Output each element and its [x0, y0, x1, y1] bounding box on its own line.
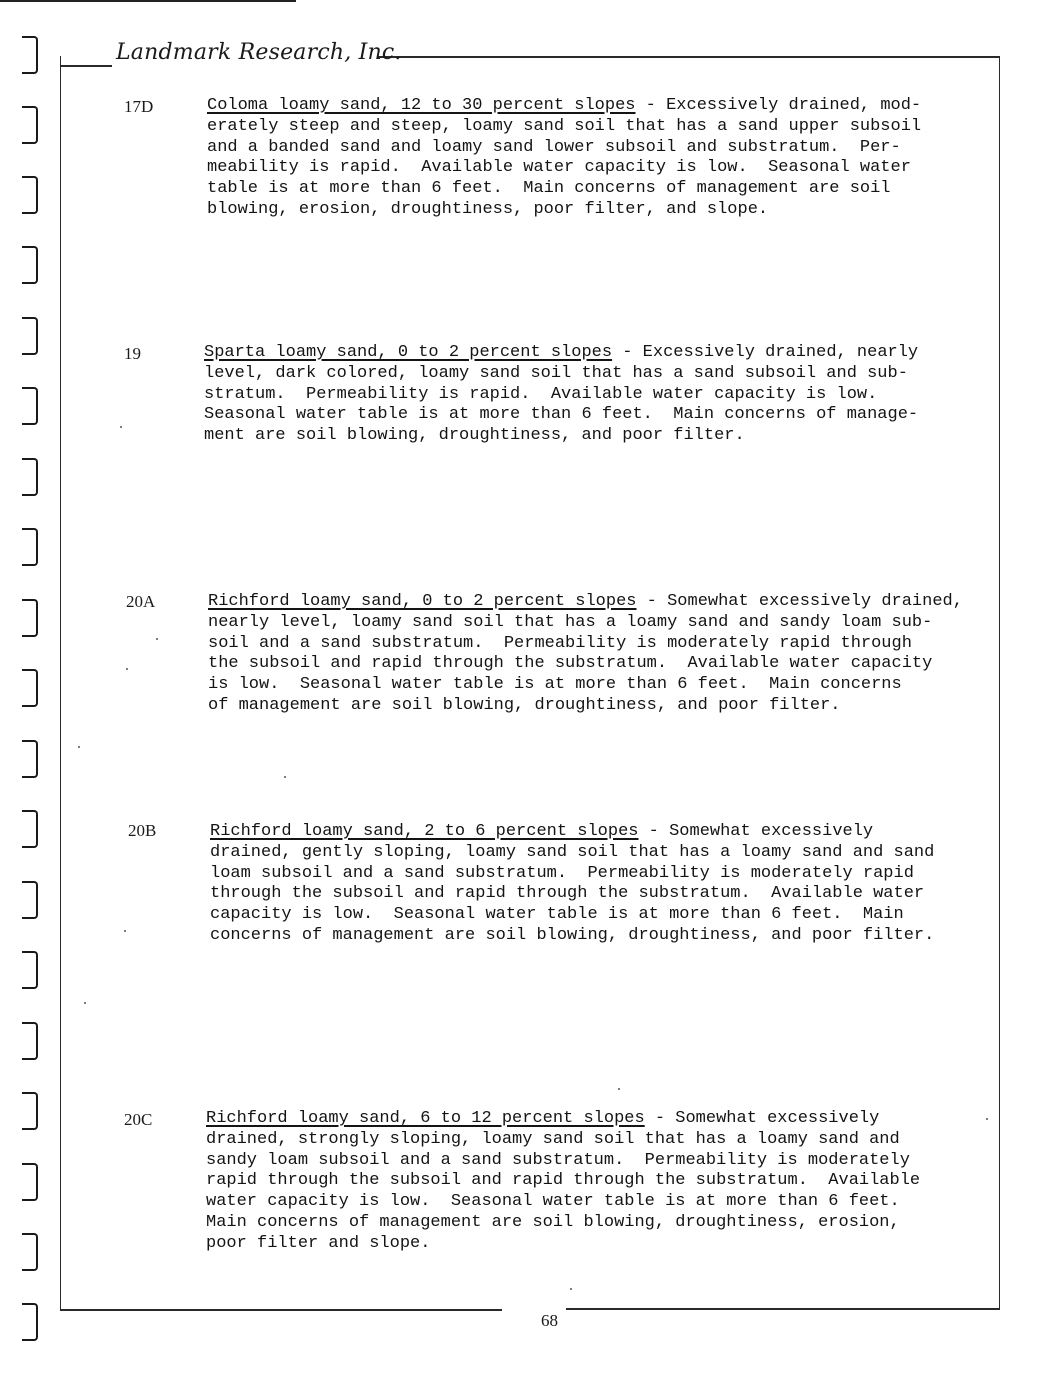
page-number: 68	[541, 1311, 558, 1330]
soil-description	[210, 822, 1000, 947]
binding-hole	[22, 106, 38, 144]
binding-holes	[14, 30, 44, 1350]
binding-hole	[22, 317, 38, 355]
binding-hole	[22, 951, 38, 989]
scan-speck	[618, 1088, 620, 1090]
binding-hole	[22, 1022, 38, 1060]
binding-hole	[22, 176, 38, 214]
soil-description-text: - Somewhat excessively drained, gently sloping, loamy sand soil that has a loamy sand and sand loam subsoil and a sand substratum. Permeability is moderately rapid through the subsoil and rapid through the substratum. Available water capacity is low. Seasonal water table is at more than 6 feet. Main concerns of management are soil blowing, droughtiness, and poor filter.	[210, 822, 935, 945]
frame-rule	[60, 65, 112, 67]
binding-hole	[22, 810, 38, 848]
scan-speck	[120, 426, 122, 428]
frame-rule	[60, 1309, 502, 1311]
map-unit-symbol: 19	[124, 344, 141, 363]
binding-hole	[22, 599, 38, 637]
scan-speck	[124, 930, 126, 932]
binding-hole	[22, 1092, 38, 1130]
soil-name: Coloma loamy sand, 12 to 30 percent slopes	[207, 96, 636, 115]
scan-speck	[570, 1288, 572, 1290]
soil-name: Richford loamy sand, 6 to 12 percent slopes	[206, 1109, 645, 1128]
binding-hole	[22, 36, 38, 74]
binding-hole	[22, 458, 38, 496]
scan-speck	[284, 776, 286, 778]
soil-description-text: - Somewhat excessively drained, strongly sloping, loamy sand soil that has a loamy sand and sandy loam subsoil and a sand substratum. Permeability is moderately rapid through the subsoil and rapid through the substratum. Available water capacity is low. Seasonal water table is at more than 6 feet. Main concerns of management are soil blowing, droughtiness, erosion, poor filter and slope.	[206, 1109, 921, 1253]
frame-rule	[566, 1308, 1000, 1310]
scan-speck	[84, 1002, 86, 1004]
binding-hole	[22, 1303, 38, 1341]
letterhead: Landmark Research, Inc.	[116, 40, 402, 65]
scan-speck	[986, 1118, 988, 1120]
binding-hole	[22, 387, 38, 425]
map-unit-symbol: 20A	[126, 592, 156, 611]
top-rule	[0, 0, 296, 2]
binding-hole	[22, 246, 38, 284]
soil-description	[208, 592, 998, 717]
soil-description-text: - Excessively drained, nearly level, dark colored, loamy sand soil that has a sand subsoil and sub- stratum. Permeability is rapid. Available water capacity is low. Seasonal water table is at more than 6 feet. Main concerns of manage- ment are soil blowing, droughtiness, and poor filter.	[204, 343, 919, 446]
binding-hole	[22, 1233, 38, 1271]
soil-description-text: - Somewhat excessively drained, nearly level, loamy sand soil that has a loamy sand and sandy loam sub- soil and a sand substratum. Permeability is moderately rapid through the subsoil and rapid through the substratum. Available water capacity is low. Seasonal water table is at more than 6 feet. Main concerns of management are soil blowing, droughtiness, and poor filter.	[208, 592, 963, 715]
soil-description	[207, 96, 997, 221]
map-unit-symbol: 17D	[124, 97, 154, 116]
soil-description	[204, 343, 994, 447]
binding-hole	[22, 528, 38, 566]
map-unit-symbol: 20B	[128, 821, 157, 840]
binding-hole	[22, 740, 38, 778]
scan-speck	[156, 638, 158, 640]
binding-hole	[22, 669, 38, 707]
map-unit-symbol: 20C	[124, 1110, 153, 1129]
scan-speck	[78, 746, 80, 748]
frame-rule	[378, 56, 1000, 58]
soil-description	[206, 1109, 996, 1255]
soil-name: Richford loamy sand, 0 to 2 percent slopes	[208, 592, 637, 611]
binding-hole	[22, 1163, 38, 1201]
binding-hole	[22, 881, 38, 919]
soil-name: Richford loamy sand, 2 to 6 percent slopes	[210, 822, 639, 841]
scan-speck	[126, 668, 128, 670]
soil-description-text: - Excessively drained, mod- erately steep and steep, loamy sand soil that has a sand upper subsoil and a banded sand and loamy sand lower subsoil and substratum. Per- meability is rapid. Available water capacity is low. Seasonal water table is at more than 6 feet. Main concerns of management are soil blowing, erosion, droughtiness, poor filter, and slope.	[207, 96, 922, 219]
soil-name: Sparta loamy sand, 0 to 2 percent slopes	[204, 343, 613, 362]
